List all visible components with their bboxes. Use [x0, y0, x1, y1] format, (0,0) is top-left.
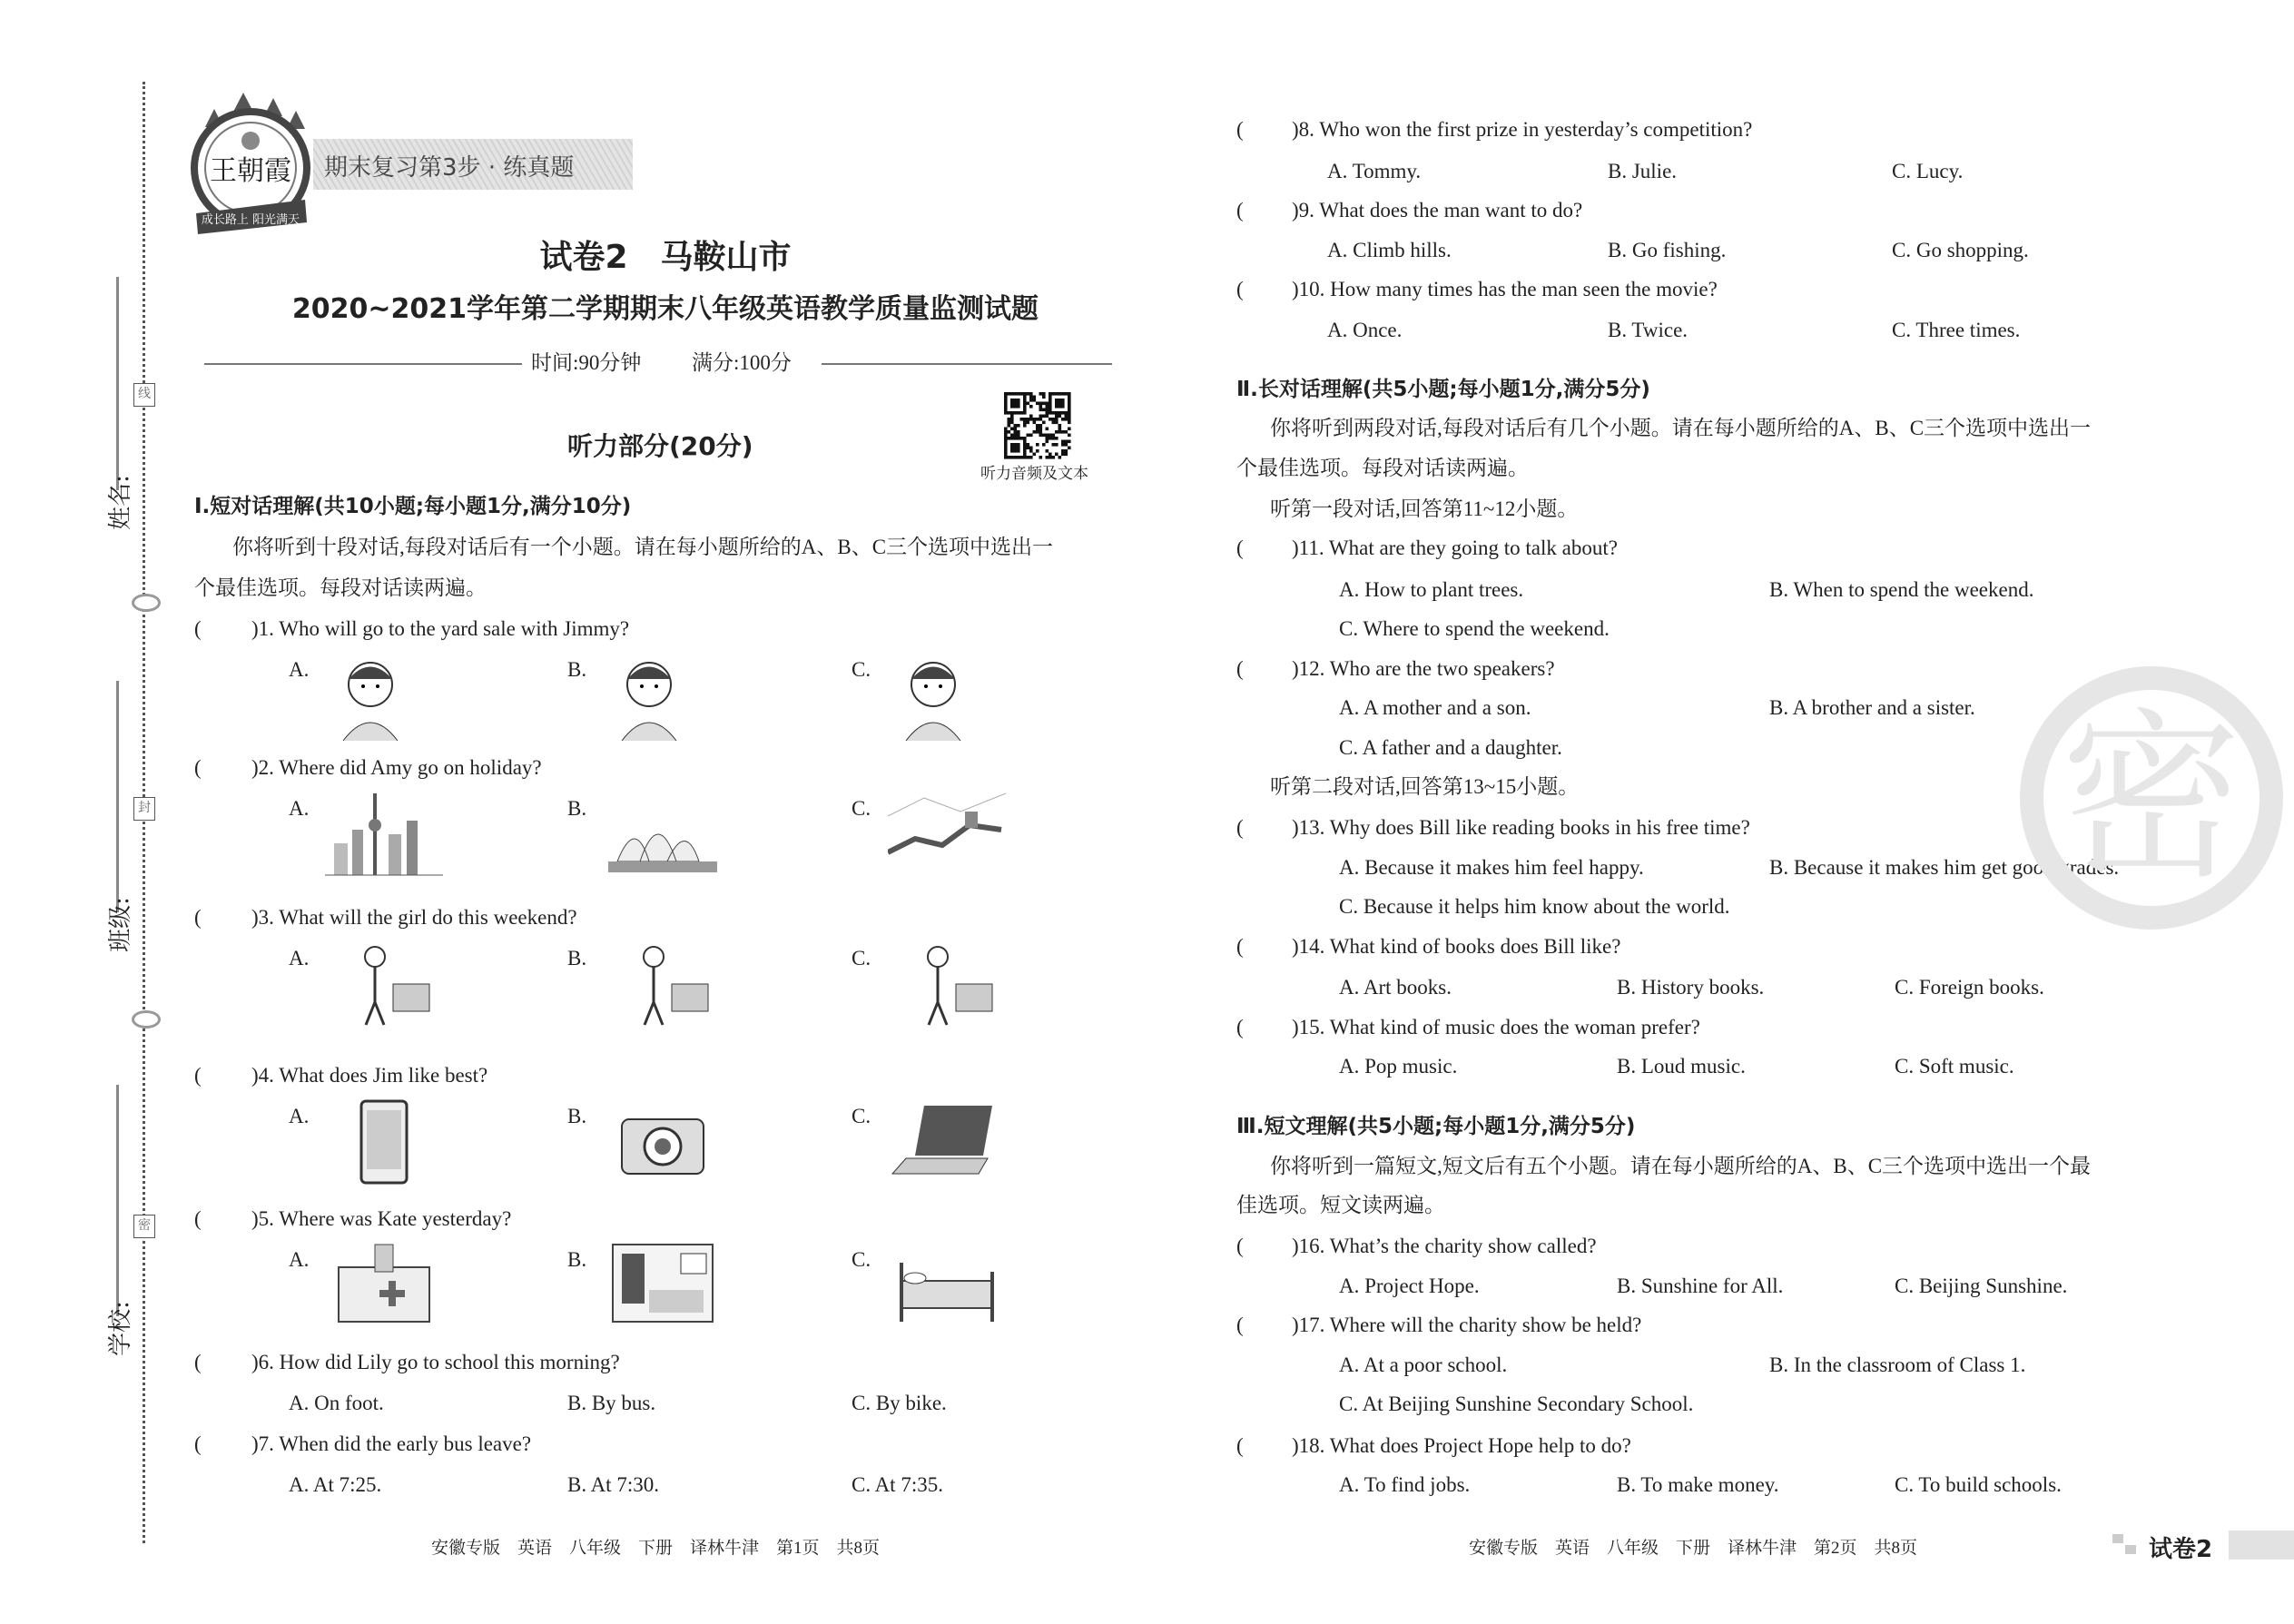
shopping-cart-icon: [325, 939, 443, 1029]
answer-paren-open: (: [194, 617, 202, 640]
option-text: B. Julie.: [1608, 160, 1678, 182]
answer-paren-open: (: [194, 906, 202, 929]
qr-code-icon[interactable]: [1004, 392, 1071, 459]
answer-paren-open: (: [194, 756, 202, 779]
option-text: A. Art books.: [1339, 976, 1452, 999]
answer-paren-open: (: [1236, 935, 1244, 958]
question-text: ) 2. Where did Amy go on holiday?: [251, 755, 542, 781]
question-text: ) 5. Where was Kate yesterday?: [251, 1206, 511, 1232]
man-portrait-icon: [325, 650, 443, 741]
option-text: A. At a poor school.: [1339, 1353, 1508, 1376]
page-title: 试卷2 马鞍山市: [539, 239, 792, 276]
answer-paren-open: (: [194, 1207, 202, 1230]
option-text: C. Lucy.: [1892, 160, 1964, 182]
hospital-icon: [325, 1240, 443, 1331]
option-label: C.: [852, 1248, 871, 1271]
option-label: C.: [852, 658, 871, 681]
option-label: C.: [852, 947, 871, 969]
paper-tab: [2111, 1530, 2294, 1563]
option-text: C. Where to spend the weekend.: [1339, 617, 1610, 640]
bed-icon: [888, 1240, 1006, 1331]
school-underline: [116, 1085, 119, 1316]
divider-left: [204, 363, 522, 365]
woman-portrait-icon: [604, 650, 722, 741]
option-text: B. History books.: [1617, 976, 1765, 999]
question-text: ) 9. What does the man want to do?: [1292, 198, 1582, 223]
phone-icon: [325, 1097, 443, 1187]
option-label: B. By bus.: [567, 1392, 656, 1414]
page-subtitle: 2020~2021学年第二学期期末八年级英语教学质量监测试题: [291, 293, 1039, 325]
option-text: C. Foreign books.: [1895, 976, 2044, 999]
question-text: ) 3. What will the girl do this weekend?: [251, 905, 577, 930]
sub-instruction: 听第二段对话,回答第13~15小题。: [1270, 775, 1580, 798]
class-label: 班级:: [106, 897, 134, 952]
question-text: ) 8. Who won the first prize in yesterday’s competition?: [1292, 117, 1752, 143]
option-text: A. Once.: [1327, 319, 1403, 341]
seal-char-feng: 封: [133, 797, 155, 821]
option-label: A.: [289, 797, 310, 820]
instructions-line: 佳选项。短文读两遍。: [1236, 1194, 1445, 1216]
option-text: C. Soft music.: [1895, 1055, 2014, 1078]
answer-paren-open: (: [1236, 1434, 1244, 1457]
option-text: C. A father and a daughter.: [1339, 736, 1562, 759]
footer-right: 安徽专版 英语 八年级 下册 译林牛津 第2页 共8页: [1469, 1539, 1918, 1558]
boy-portrait-icon: [888, 650, 1006, 741]
answer-paren-open: (: [194, 1064, 202, 1087]
name-label: 姓名:: [106, 475, 134, 530]
option-label: A.: [289, 1105, 310, 1127]
class-underline: [116, 681, 119, 912]
option-text: B. Twice.: [1608, 319, 1689, 341]
option-text: A. Pop music.: [1339, 1055, 1458, 1078]
answer-paren-open: (: [1236, 1016, 1244, 1038]
girl-singing-icon: [888, 939, 1006, 1029]
option-label: C. By bike.: [852, 1392, 947, 1414]
answer-paren-open: (: [1236, 278, 1244, 300]
question-text: ) 12. Who are the two speakers?: [1292, 656, 1555, 682]
section3-title: Ⅲ.短文理解(共5小题;每小题1分,满分5分): [1236, 1115, 1636, 1138]
option-label: A. On foot.: [289, 1392, 384, 1414]
answer-paren-open: (: [1236, 1314, 1244, 1336]
opera-house-icon: [604, 789, 722, 880]
answer-paren-open: (: [194, 1351, 202, 1373]
school-label: 学校:: [106, 1301, 134, 1356]
laptop-icon: [888, 1097, 1006, 1187]
exam-time: 时间:90分钟: [531, 351, 642, 374]
footer-left: 安徽专版 英语 八年级 下册 译林牛津 第1页 共8页: [431, 1539, 881, 1558]
option-label: A. At 7:25.: [289, 1473, 382, 1496]
option-text: A. How to plant trees.: [1339, 578, 1524, 601]
brand-logo-icon: [178, 91, 323, 236]
option-label: C. At 7:35.: [852, 1473, 943, 1496]
option-text: A. Tommy.: [1327, 160, 1422, 182]
answer-paren-open: (: [1236, 118, 1244, 141]
question-text: ) 18. What does Project Hope help to do?: [1292, 1433, 1631, 1459]
option-text: B. In the classroom of Class 1.: [1769, 1353, 2026, 1376]
answer-paren-open: (: [1236, 1235, 1244, 1257]
banner: [313, 139, 633, 190]
option-text: A. Project Hope.: [1339, 1275, 1480, 1297]
instructions-line: 你将听到两段对话,每段对话后有几个小题。请在每小题所给的A、B、C三个选项中选出一: [1270, 417, 2092, 439]
option-text: A. Because it makes him feel happy.: [1339, 856, 1644, 879]
city-skyline-icon: [325, 789, 443, 880]
option-label: A.: [289, 1248, 310, 1271]
option-text: A. Climb hills.: [1327, 239, 1452, 261]
listening-section-title: 听力部分(20分): [567, 431, 753, 461]
option-text: C. Because it helps him know about the world.: [1339, 895, 1730, 918]
divider-right: [822, 363, 1112, 365]
section1-title: Ⅰ.短对话理解(共10小题;每小题1分,满分10分): [194, 495, 632, 518]
instructions-line: 你将听到一篇短文,短文后有五个小题。请在每小题所给的A、B、C三个选项中选出一个最: [1270, 1155, 2092, 1177]
qr-label: 听力音频及文本: [980, 465, 1088, 483]
answer-paren-open: (: [194, 1432, 202, 1455]
question-text: ) 11. What are they going to talk about?: [1292, 536, 1618, 561]
seal-char-mi: 密: [133, 1215, 155, 1238]
option-label: C.: [852, 797, 871, 820]
option-text: A. To find jobs.: [1339, 1473, 1471, 1496]
section2-title: Ⅱ.长对话理解(共5小题;每小题1分,满分5分): [1236, 378, 1650, 401]
knot-icon: [132, 1010, 161, 1029]
watermark-seal: 密: [2020, 666, 2283, 930]
option-text: C. Go shopping.: [1892, 239, 2029, 261]
question-text: ) 13. Why does Bill like reading books in his free time?: [1292, 815, 1750, 841]
option-label: B.: [567, 658, 587, 681]
option-text: C. At Beijing Sunshine Secondary School.: [1339, 1393, 1694, 1415]
option-text: C. To build schools.: [1895, 1473, 2062, 1496]
option-label: B.: [567, 947, 587, 969]
sub-instruction: 听第一段对话,回答第11~12小题。: [1270, 497, 1579, 520]
option-label: C.: [852, 1105, 871, 1127]
question-text: ) 16. What’s the charity show called?: [1292, 1234, 1597, 1259]
option-text: B. Because it makes him get good grades.: [1769, 856, 2120, 879]
answer-paren-open: (: [1236, 657, 1244, 680]
question-text: ) 4. What does Jim like best?: [251, 1063, 487, 1088]
option-text: A. A mother and a son.: [1339, 696, 1531, 719]
question-text: ) 17. Where will the charity show be held?: [1292, 1313, 1641, 1338]
option-text: B. Go fishing.: [1608, 239, 1727, 261]
option-label: B.: [567, 797, 587, 820]
svg-text:成长路上 阳光满天: 成长路上 阳光满天: [201, 213, 300, 227]
option-label: B. At 7:30.: [567, 1473, 659, 1496]
question-text: ) 6. How did Lily go to school this morning?: [251, 1350, 620, 1375]
classroom-icon: [604, 1240, 722, 1331]
seal-char-xian: 线: [133, 383, 155, 407]
banner-text: 期末复习第3步 · 练真题: [324, 154, 575, 182]
answer-paren-open: (: [1236, 199, 1244, 221]
option-text: B. To make money.: [1617, 1473, 1779, 1496]
instructions-line: 个最佳选项。每段对话读两遍。: [1236, 457, 1529, 479]
option-label: B.: [567, 1248, 587, 1271]
option-text: B. Sunshine for All.: [1617, 1275, 1784, 1297]
option-label: B.: [567, 1105, 587, 1127]
exam-full-score: 满分:100分: [692, 351, 792, 374]
question-text: ) 7. When did the early bus leave?: [251, 1432, 531, 1457]
option-text: B. A brother and a sister.: [1769, 696, 1975, 719]
great-wall-icon: [888, 789, 1006, 880]
question-text: ) 15. What kind of music does the woman prefer?: [1292, 1015, 1700, 1040]
option-text: C. Three times.: [1892, 319, 2021, 341]
visit-grandma-icon: [604, 939, 722, 1029]
paper-tab-label: 试卷2: [2149, 1536, 2213, 1563]
instructions-line: 你将听到十段对话,每段对话后有一个小题。请在每小题所给的A、B、C三个选项中选出一: [232, 536, 1054, 558]
option-label: A.: [289, 658, 310, 681]
instructions-line: 个最佳选项。每段对话读两遍。: [194, 576, 487, 599]
camera-icon: [604, 1097, 722, 1187]
question-text: ) 14. What kind of books does Bill like?: [1292, 934, 1620, 960]
answer-paren-open: (: [1236, 816, 1244, 839]
option-text: B. Loud music.: [1617, 1055, 1746, 1078]
knot-icon: [132, 594, 161, 612]
svg-text:王朝霞: 王朝霞: [210, 155, 291, 187]
question-text: ) 1. Who will go to the yard sale with Jimmy?: [251, 616, 629, 642]
question-text: ) 10. How many times has the man seen the movie?: [1292, 277, 1718, 302]
option-text: C. Beijing Sunshine.: [1895, 1275, 2068, 1297]
option-text: B. When to spend the weekend.: [1769, 578, 2034, 601]
answer-paren-open: (: [1236, 536, 1244, 559]
option-label: A.: [289, 947, 310, 969]
